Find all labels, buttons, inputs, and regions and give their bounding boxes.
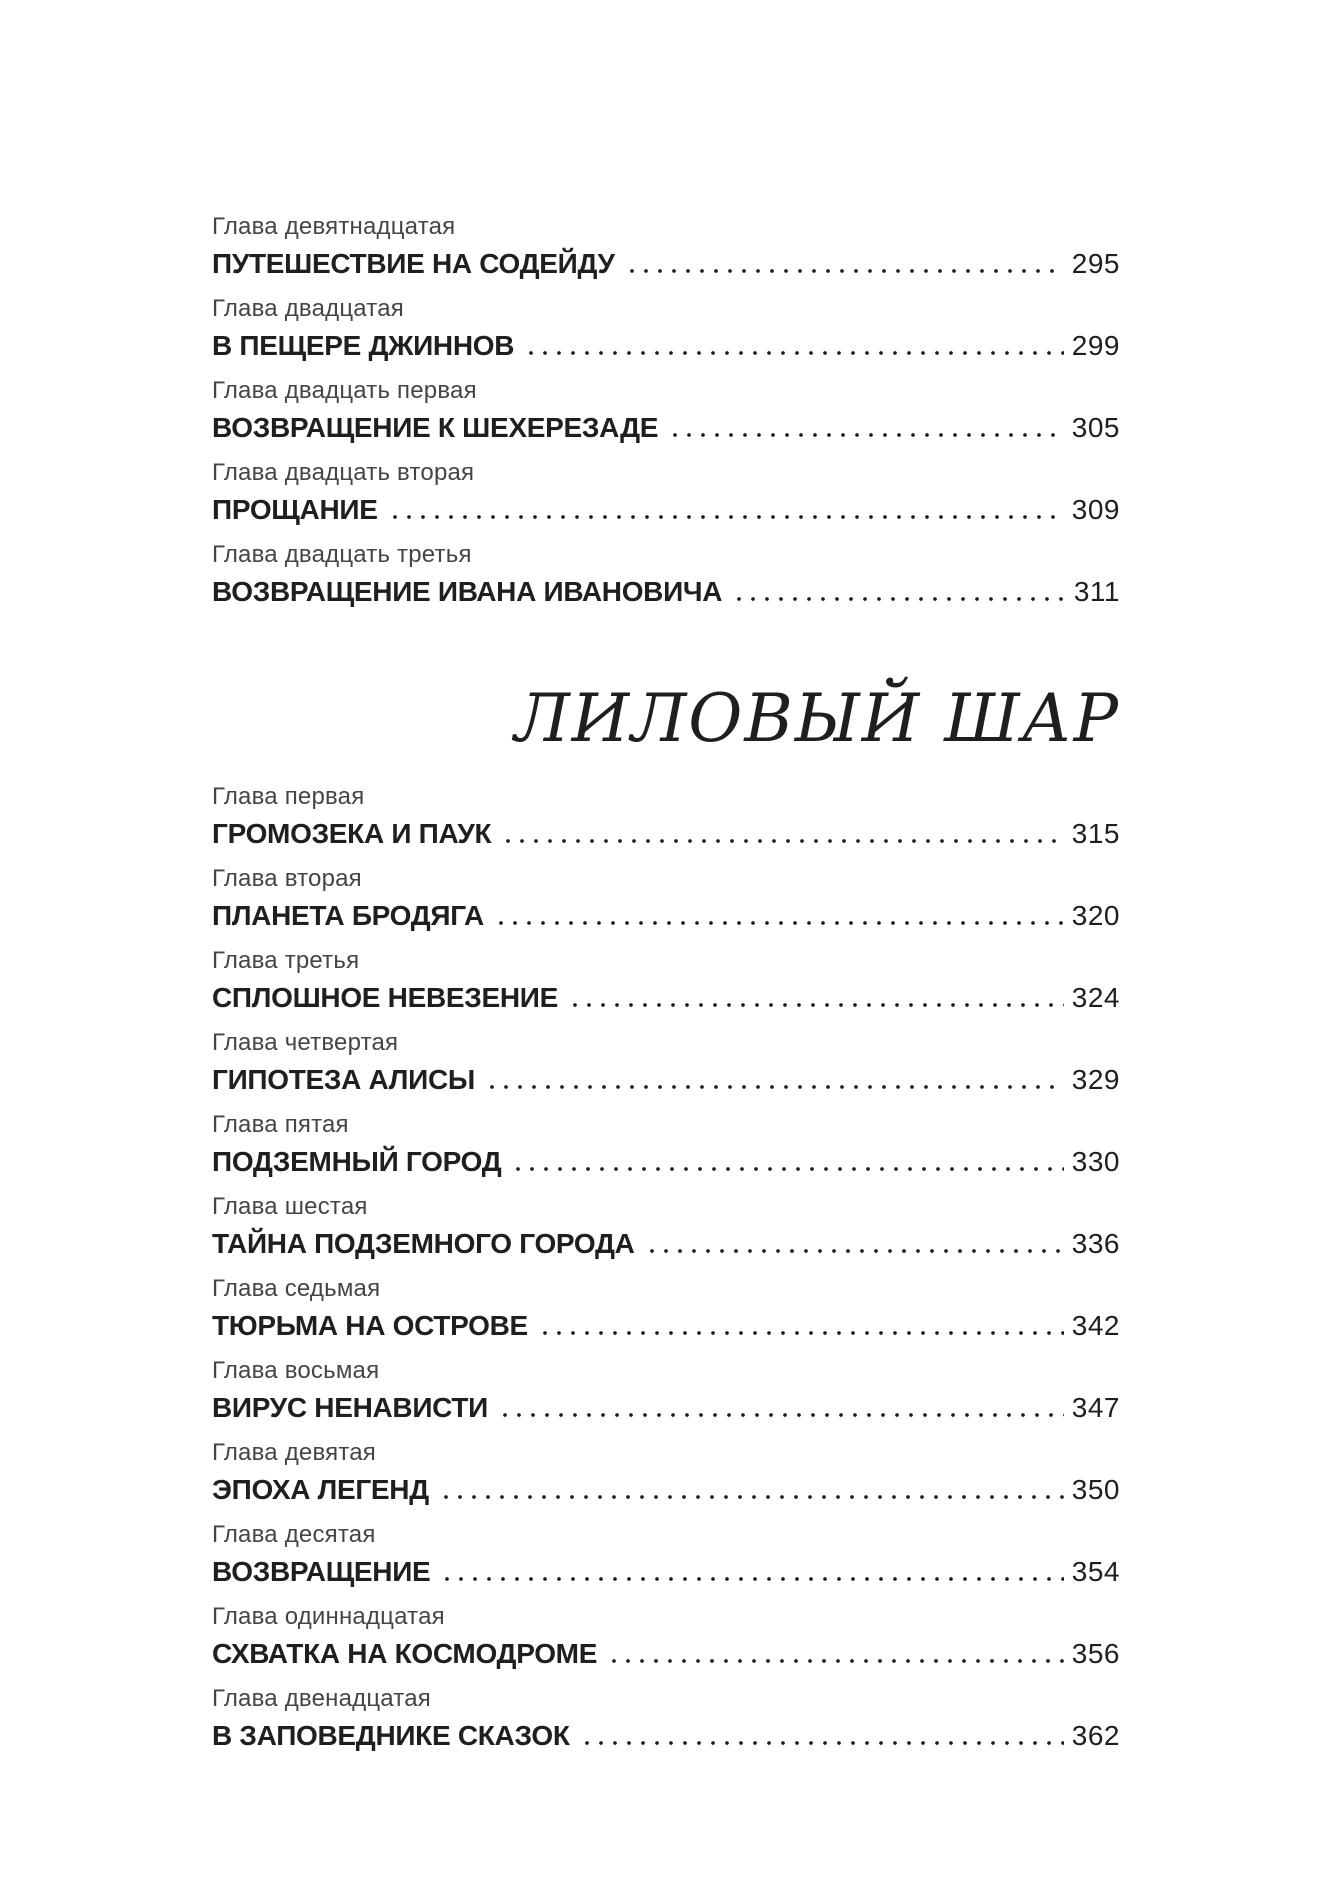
chapter-title: ПОДЗЕМНЫЙ ГОРОД: [212, 1146, 502, 1177]
chapter-label: Глава девятая: [212, 1439, 376, 1466]
page-number: 330: [1071, 1146, 1120, 1177]
chapter-title-row: [212, 819, 1120, 849]
page-number: 356: [1071, 1638, 1120, 1669]
chapter-label: Глава пятая: [212, 1111, 349, 1138]
chapter-title: В ПЕЩЕРЕ ДЖИННОВ: [212, 330, 515, 361]
chapter-label: Глава четвертая: [212, 1029, 399, 1056]
chapter-title: ПРОЩАНИЕ: [212, 494, 378, 525]
page-number: 329: [1071, 1064, 1120, 1095]
chapter-title: ГРОМОЗЕКА И ПАУК: [212, 818, 492, 849]
chapter-title: ЭПОХА ЛЕГЕНД: [212, 1474, 429, 1505]
dot-leader: [625, 269, 1064, 273]
toc-entry: [212, 1686, 1120, 1751]
chapter-title-row: [212, 1393, 1120, 1423]
dot-leader: [485, 1085, 1064, 1089]
page-number: 336: [1071, 1228, 1120, 1259]
chapter-title: ТЮРЬМА НА ОСТРОВЕ: [212, 1310, 528, 1341]
chapter-title: ПЛАНЕТА БРОДЯГА: [212, 900, 484, 931]
chapter-label: Глава шестая: [212, 1193, 368, 1220]
dot-leader: [388, 515, 1064, 519]
chapter-label: Глава двадцать третья: [212, 541, 472, 568]
chapter-title-row: [212, 249, 1120, 279]
chapter-label: Глава двадцать первая: [212, 377, 477, 404]
chapter-title-row: [212, 1065, 1120, 1095]
chapter-title-row: [212, 413, 1120, 443]
dot-leader: [538, 1331, 1064, 1335]
chapter-label: Глава восьмая: [212, 1357, 380, 1384]
chapter-title: ПУТЕШЕСТВИЕ НА СОДЕЙДУ: [212, 248, 615, 279]
page-number: 309: [1071, 494, 1120, 525]
toc-entry: [212, 1030, 1120, 1095]
chapter-label: Глава двенадцатая: [212, 1685, 431, 1712]
chapter-title: ВОЗВРАЩЕНИЕ К ШЕХЕРЕЗАДЕ: [212, 412, 659, 443]
dot-leader: [668, 433, 1064, 437]
dot-leader: [498, 1413, 1064, 1417]
toc-entry: [212, 866, 1120, 931]
page-number: 354: [1071, 1556, 1120, 1587]
chapter-title: В ЗАПОВЕДНИКЕ СКАЗОК: [212, 1720, 570, 1751]
chapter-title: ВОЗВРАЩЕНИЕ: [212, 1556, 431, 1587]
dot-leader: [494, 921, 1064, 925]
dot-leader: [645, 1249, 1064, 1253]
chapter-title-row: [212, 1229, 1120, 1259]
page-number: 320: [1071, 900, 1120, 931]
chapter-title: ВИРУС НЕНАВИСТИ: [212, 1392, 489, 1423]
dot-leader: [580, 1741, 1064, 1745]
toc-entry: [212, 378, 1120, 443]
toc-entry: [212, 1522, 1120, 1587]
toc-entry: [212, 1112, 1120, 1177]
toc-entry: [212, 460, 1120, 525]
toc-entry: [212, 1440, 1120, 1505]
page-number: 347: [1071, 1392, 1120, 1423]
dot-leader: [524, 351, 1064, 355]
toc-entry: [212, 296, 1120, 361]
section-title-lilovyi-shar: ЛИЛОВЫЙ ШАР: [514, 680, 1120, 757]
dot-leader: [439, 1495, 1064, 1499]
chapter-title-row: [212, 1475, 1120, 1505]
chapter-title: СПЛОШНОЕ НЕВЕЗЕНИЕ: [212, 982, 558, 1013]
chapter-title-row: [212, 1639, 1120, 1669]
toc-section-previous-story: [212, 214, 1120, 624]
chapter-label: Глава десятая: [212, 1521, 376, 1548]
chapter-label: Глава двадцать вторая: [212, 459, 475, 486]
toc-entry: [212, 1358, 1120, 1423]
chapter-title-row: [212, 1147, 1120, 1177]
toc-entry: [212, 214, 1120, 279]
dot-leader: [607, 1659, 1064, 1663]
chapter-title-row: [212, 1557, 1120, 1587]
toc-entry: [212, 1604, 1120, 1669]
chapter-title: ГИПОТЕЗА АЛИСЫ: [212, 1064, 475, 1095]
dot-leader: [501, 839, 1064, 843]
toc-entry: [212, 542, 1120, 607]
page-number: 299: [1071, 330, 1120, 361]
page-number: 342: [1071, 1310, 1120, 1341]
dot-leader: [440, 1577, 1063, 1581]
page-number: 362: [1071, 1720, 1120, 1751]
table-of-contents: [212, 214, 1120, 1768]
dot-leader: [732, 597, 1066, 601]
chapter-label: Глава двадцатая: [212, 295, 404, 322]
page-number: 350: [1071, 1474, 1120, 1505]
page-number: 324: [1071, 982, 1120, 1013]
toc-entry: [212, 1276, 1120, 1341]
chapter-label: Глава седьмая: [212, 1275, 381, 1302]
page-number: 305: [1071, 412, 1120, 443]
chapter-title-row: [212, 331, 1120, 361]
chapter-label: Глава третья: [212, 947, 360, 974]
page-number: 295: [1071, 248, 1120, 279]
chapter-title-row: [212, 577, 1120, 607]
chapter-label: Глава одиннадцатая: [212, 1603, 445, 1630]
page-number: 315: [1071, 818, 1120, 849]
chapter-title-row: [212, 1721, 1120, 1751]
chapter-label: Глава девятнадцатая: [212, 213, 456, 240]
chapter-title-row: [212, 495, 1120, 525]
toc-section-lilovyi-shar: [212, 784, 1120, 1768]
page-number: 311: [1073, 576, 1120, 607]
chapter-title: ТАЙНА ПОДЗЕМНОГО ГОРОДА: [212, 1228, 635, 1259]
dot-leader: [568, 1003, 1064, 1007]
dot-leader: [511, 1167, 1063, 1171]
chapter-title-row: [212, 983, 1120, 1013]
chapter-label: Глава вторая: [212, 865, 362, 892]
chapter-label: Глава первая: [212, 783, 365, 810]
toc-entry: [212, 1194, 1120, 1259]
toc-entry: [212, 948, 1120, 1013]
chapter-title-row: [212, 1311, 1120, 1341]
chapter-title: СХВАТКА НА КОСМОДРОМЕ: [212, 1638, 598, 1669]
toc-entry: [212, 784, 1120, 849]
chapter-title: ВОЗВРАЩЕНИЕ ИВАНА ИВАНОВИЧА: [212, 576, 723, 607]
chapter-title-row: [212, 901, 1120, 931]
